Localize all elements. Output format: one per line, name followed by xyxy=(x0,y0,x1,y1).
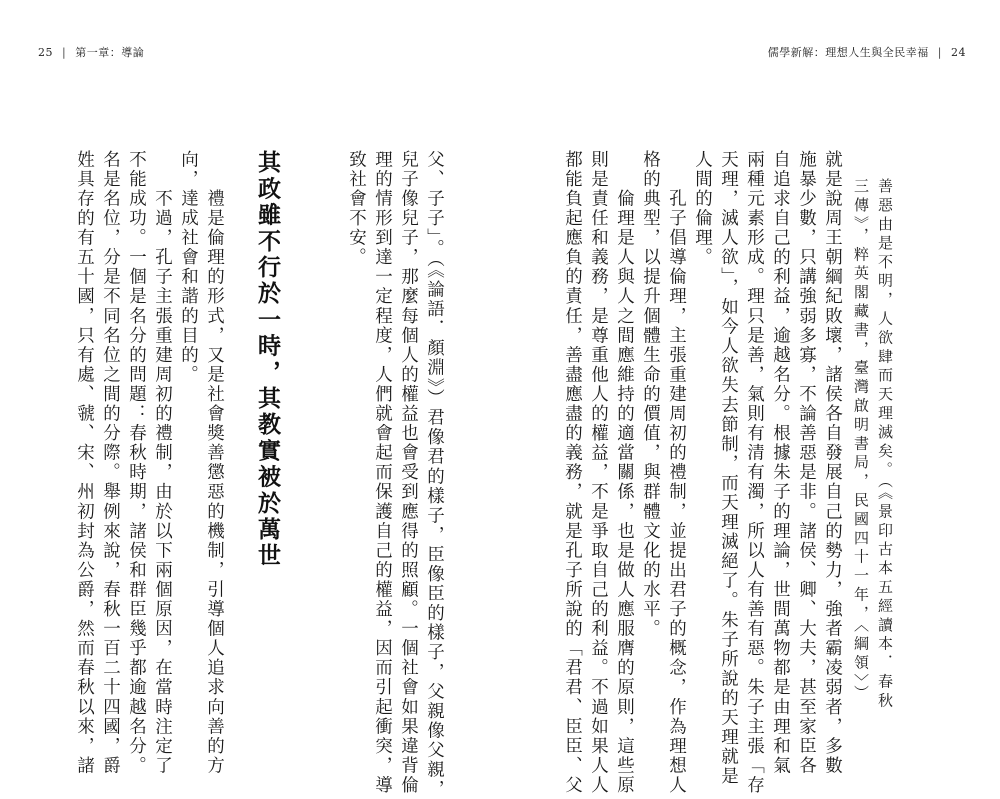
right-book-title: 儒學新解：理想人生與全民幸福 xyxy=(767,46,929,59)
right-body-line: 則是責任和義務，是尊重他人的權益，不是爭取自己的利益。不過如果人人 xyxy=(588,150,609,796)
left-body-line: 致社會不安。 xyxy=(346,150,367,268)
right-body-line: 天理，滅人欲」，如今人欲失去節制，而天理滅絕了。朱子所說的天理就是 xyxy=(718,150,739,787)
right-body-line: 兩種元素形成。理只是善，氣則有清有濁，所以人有善有惡。朱子主張「存 xyxy=(744,150,765,796)
left-body-line: 向，達成社會和諧的目的。 xyxy=(178,150,199,385)
header-separator: | xyxy=(62,46,67,59)
left-body-line: 不能成功。一個是名分的問題：春秋時期，諸侯和群臣幾乎都逾越名分。 xyxy=(126,150,147,776)
right-body-line: 施暴少數，只講強弱多寡，不論善惡是非。諸侯、卿、大夫，甚至家臣各 xyxy=(796,150,817,776)
right-body-line: 人間的倫理。 xyxy=(692,150,713,268)
section-heading: 其政雖不行於一時，其教實被於萬世 xyxy=(254,150,281,570)
left-chapter-title: 第一章：導論 xyxy=(75,46,145,59)
left-page-number: 25 xyxy=(38,46,53,59)
right-body-line: 孔子倡導倫理，主張重建周初的禮制，並提出君子的概念，作為理想人 xyxy=(666,150,687,796)
right-body-line: 就是說周王朝綱紀敗壞，諸侯各自發展自己的勢力，強者霸凌弱者，多數 xyxy=(822,150,843,776)
header-separator: | xyxy=(937,46,942,59)
left-body-line: 禮是倫理的形式，又是社會獎善懲惡的機制，引導個人追求向善的方 xyxy=(204,150,225,776)
right-page-number: 24 xyxy=(951,46,966,59)
running-header-left xyxy=(38,44,144,60)
quote-line-2: 三傳》，粹英閣藏書，臺灣啟明書局，民國四十一年，〈綱領〉） xyxy=(852,178,870,704)
left-body-line: 理的情形到達一定程度，人們就會起而保護自己的權益，因而引起衝突，導 xyxy=(372,150,393,796)
right-body-line: 格的典型，以提升個體生命的價值，與群體文化的水平。 xyxy=(640,150,661,639)
right-body-line: 自追求自己的利益，逾越名分。根據朱子的理論，世間萬物都是由理和氣 xyxy=(770,150,791,776)
left-body-line: 父、子子」。（《論語．顏淵》）君像君的樣子，臣像臣的樣子，父親像父親， xyxy=(424,150,445,799)
right-body-line: 倫理是人與人之間應維持的適當關係，也是做人應服膺的原則，這些原 xyxy=(614,150,635,796)
left-body-line: 姓具存的有五十國，只有處、虢、宋、州初封為公爵，然而春秋以來，諸 xyxy=(74,150,95,776)
running-header-right xyxy=(768,44,966,60)
left-body-line: 名是名位，分是不同名位之間的分際。舉例來說，春秋一百二十四國，爵 xyxy=(100,150,121,776)
quote-line-1: 善惡由是不明，人欲肆而天理滅矣。（《景印古本五經讀本．春秋 xyxy=(876,178,894,712)
left-body-line: 不過，孔子主張重建周初的禮制，由於以下兩個原因，在當時注定了 xyxy=(152,150,173,776)
right-body-line: 都能負起應負的責任，善盡應盡的義務，就是孔子所說的「君君、臣臣、父 xyxy=(562,150,583,796)
left-body-line: 兒子像兒子，那麼每個人的權益也會受到應得的照顧。一個社會如果違背倫 xyxy=(398,150,419,796)
